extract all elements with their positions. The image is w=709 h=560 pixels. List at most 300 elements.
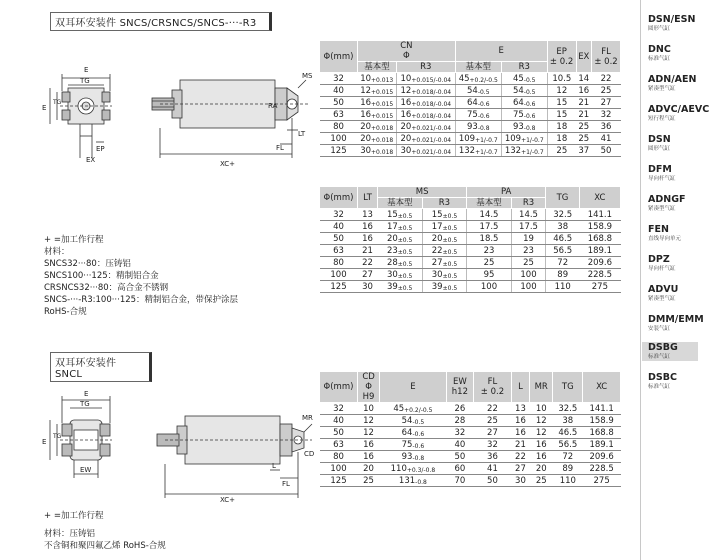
cell-ms-r3: $30_{\pm 0.5}$	[422, 269, 466, 281]
th-phi: Φ(mm)	[320, 41, 358, 73]
table-row	[320, 269, 621, 281]
cell-ex: 25	[576, 133, 592, 145]
cell-ew: 40	[446, 439, 473, 451]
cell-fl: 41	[474, 463, 512, 475]
sidebar-item-desc: 直线导向单元	[648, 236, 682, 242]
label-mr: MR	[302, 414, 313, 422]
sidebar-item-code: DSN	[648, 134, 671, 145]
cell-e: $131_{-0.8}$	[380, 475, 447, 487]
table-lt-ms-pa	[319, 186, 621, 293]
cell-cn-basic: $10_{+0.013}$	[358, 73, 397, 85]
label-ex: EX	[86, 156, 96, 164]
cell-cd: 12	[358, 427, 380, 439]
cell-xc: 141.1	[579, 209, 620, 221]
cell-tg: 72	[553, 451, 583, 463]
cell-e-tolerance: -0.8	[415, 478, 427, 486]
sidebar-item-desc: 标准气缸	[648, 354, 671, 360]
cell-pa-r3: 100	[511, 269, 545, 281]
label-e-side: E	[42, 104, 47, 112]
cell-fl: 32	[592, 109, 621, 121]
label-e-side: E	[42, 438, 47, 446]
cell-ex: 16	[576, 85, 592, 97]
cell-e-basic: $64_{-0.6}$	[455, 97, 501, 109]
sidebar-item-desc: 紧凑型气缸	[648, 86, 676, 92]
label-e: E	[84, 66, 89, 74]
cell-fl: 27	[592, 97, 621, 109]
cell-e-r3: $109_{+1/-0.7}$	[501, 133, 547, 145]
sidebar-item-dsn[interactable]	[648, 134, 698, 153]
table-row	[320, 257, 621, 269]
sidebar-item-desc: 导向杆气缸	[648, 176, 676, 182]
cell-phi: 50	[320, 427, 358, 439]
label-ew: EW	[80, 466, 92, 474]
cell-pa-r3: 14.5	[511, 209, 545, 221]
label-tg-side: TG	[53, 99, 62, 106]
cell-pa-basic: 100	[467, 281, 512, 293]
cell-ms-basic-tolerance: ±0.5	[397, 260, 413, 268]
cell-ex: 25	[576, 121, 592, 133]
note-line: RoHS-合规	[44, 307, 87, 317]
cell-tg: 46.5	[546, 233, 580, 245]
th-lt: LT	[358, 187, 378, 209]
cell-fl: 22	[592, 73, 621, 85]
cell-e-tolerance: +0.2/-0.5	[404, 406, 433, 414]
cell-cn-r3: $16_{+0.018/-0.04}$	[396, 109, 455, 121]
sidebar-item-desc: 标准气缸	[648, 56, 671, 62]
th-ms: MS	[378, 187, 467, 198]
section1-title: 双耳环安装件 SNCS/CRSNCS/SNCS-···-R3	[50, 12, 272, 31]
cell-ew: 28	[446, 415, 473, 427]
cell-e-basic: $132_{+1/-0.7}$	[455, 145, 501, 157]
cell-phi: 63	[320, 439, 358, 451]
cell-fl: 25	[592, 85, 621, 97]
cell-cn-basic-tolerance: +0.015	[371, 112, 394, 120]
cell-ms-r3-tolerance: ±0.5	[442, 272, 458, 280]
cell-ms-basic-tolerance: ±0.5	[397, 236, 413, 244]
cell-phi: 125	[320, 145, 358, 157]
cell-cn-r3: $10_{+0.015/-0.04}$	[396, 73, 455, 85]
sidebar-item-dsn-esn[interactable]	[648, 14, 698, 33]
cell-cd: 20	[358, 463, 380, 475]
sidebar-item-dsbc[interactable]	[648, 372, 698, 391]
cell-cn-r3-tolerance: +0.021/-0.04	[411, 136, 452, 144]
cell-cn-r3-tolerance: +0.021/-0.04	[411, 124, 452, 132]
note-line: CRSNCS32···80：高合金不锈钢	[44, 283, 169, 293]
cell-cn-basic-tolerance: +0.018	[371, 148, 394, 156]
sidebar-item-desc: 导向杆气缸	[648, 266, 676, 272]
sidebar-item-code: DSN/ESN	[648, 14, 696, 25]
sidebar-item-desc: 短行程气缸	[648, 116, 676, 122]
cell-ms-basic: $23_{\pm 0.5}$	[378, 245, 423, 257]
cell-e-r3-tolerance: -0.6	[523, 100, 536, 108]
cell-pa-r3: 19	[511, 233, 545, 245]
label-ra: RA	[268, 102, 278, 110]
cell-xc: 228.5	[579, 269, 620, 281]
cell-cn-basic: $20_{+0.018}$	[358, 133, 397, 145]
cell-ms-basic: $15_{\pm 0.5}$	[378, 209, 423, 221]
sidebar-item-code: DSBG	[648, 342, 678, 353]
cell-xc: 275	[583, 475, 621, 487]
label-fl: FL	[282, 480, 290, 488]
cell-e-r3: $93_{-0.8}$	[501, 121, 547, 133]
table-row	[320, 475, 621, 487]
cell-ms-basic-tolerance: ±0.5	[397, 272, 413, 280]
cell-e-tolerance: -0.5	[412, 418, 425, 426]
cell-l: 16	[511, 427, 529, 439]
cell-cd: 25	[358, 475, 380, 487]
cell-lt: 16	[358, 221, 378, 233]
cell-ms-basic-tolerance: ±0.5	[397, 212, 413, 220]
sidebar-item-dfm[interactable]	[648, 164, 698, 183]
cell-ms-r3: $20_{\pm 0.5}$	[422, 233, 466, 245]
cell-e: $93_{-0.8}$	[380, 451, 447, 463]
cell-xc: 168.8	[583, 427, 621, 439]
cell-pa-r3: 23	[511, 245, 545, 257]
cell-phi: 125	[320, 281, 358, 293]
cell-l: 30	[511, 475, 529, 487]
cell-tg: 72	[546, 257, 580, 269]
th-fl: FL ± 0.2	[474, 372, 512, 403]
label-e: E	[84, 390, 89, 398]
label-xc: XC+	[220, 160, 236, 168]
sidebar-item-code: DFM	[648, 164, 672, 175]
cell-tg: 32.5	[546, 209, 580, 221]
cell-ex: 37	[576, 145, 592, 157]
cell-tg: 89	[553, 463, 583, 475]
table-row	[320, 281, 621, 293]
cell-e-basic-tolerance: -0.8	[477, 124, 490, 132]
cell-mr: 25	[530, 475, 553, 487]
sidebar-item-code: ADN/AEN	[648, 74, 697, 85]
sidebar-item-fen[interactable]	[648, 224, 698, 243]
cell-ms-r3-tolerance: ±0.5	[442, 212, 458, 220]
sidebar-item-code: ADVC/AEVC	[648, 104, 709, 115]
cell-e-basic-tolerance: -0.6	[477, 112, 490, 120]
table-row	[320, 209, 621, 221]
cell-mr: 12	[530, 415, 553, 427]
label-l: L	[272, 462, 276, 470]
th-pa-r3: R3	[511, 198, 545, 209]
table-sncl	[319, 371, 621, 487]
cell-e-basic-tolerance: +1/-0.7	[475, 148, 498, 156]
sidebar-item-dsbg[interactable]	[642, 342, 698, 361]
cell-cd: 12	[358, 415, 380, 427]
label-cd: CD	[304, 450, 315, 458]
cell-cn-basic-tolerance: +0.018	[371, 124, 394, 132]
th-e-basic: 基本型	[455, 62, 501, 73]
cell-cn-basic: $30_{+0.018}$	[358, 145, 397, 157]
sidebar-item-desc: 圆形气缸	[648, 146, 671, 152]
th-phi: Φ(mm)	[320, 187, 358, 209]
label-ep: EP	[96, 145, 105, 153]
cell-e-basic: $75_{-0.6}$	[455, 109, 501, 121]
section2-notes	[44, 510, 304, 552]
cell-tg: 110	[553, 475, 583, 487]
cell-cn-r3-tolerance: +0.021/-0.04	[411, 148, 452, 156]
cell-phi: 32	[320, 209, 358, 221]
cell-pa-basic: 95	[467, 269, 512, 281]
cell-ms-r3-tolerance: ±0.5	[442, 284, 458, 292]
cell-e-basic: $109_{+1/-0.7}$	[455, 133, 501, 145]
table-row	[320, 415, 621, 427]
th-xc: XC	[579, 187, 620, 209]
cell-cn-basic: $16_{+0.015}$	[358, 97, 397, 109]
cell-ms-basic-tolerance: ±0.5	[397, 284, 413, 292]
table-row	[320, 109, 621, 121]
cell-tg: 110	[546, 281, 580, 293]
cell-fl: 36	[592, 121, 621, 133]
label-tg-side: TG	[53, 433, 62, 440]
label-xc: XC+	[220, 496, 236, 504]
table-row	[320, 233, 621, 245]
cell-cn-basic: $20_{+0.018}$	[358, 121, 397, 133]
th-e: E	[380, 372, 447, 403]
cell-ew: 60	[446, 463, 473, 475]
cell-e-r3-tolerance: -0.8	[523, 124, 536, 132]
cell-cn-r3: $12_{+0.018/-0.04}$	[396, 85, 455, 97]
cell-cn-r3: $16_{+0.018/-0.04}$	[396, 97, 455, 109]
cell-xc: 158.9	[583, 415, 621, 427]
cell-fl: 36	[474, 451, 512, 463]
sidebar-item-advc-aevc[interactable]	[648, 104, 709, 123]
table-row	[320, 97, 621, 109]
cell-tg: 32.5	[553, 403, 583, 415]
cell-ew: 32	[446, 427, 473, 439]
cell-e-basic-tolerance: -0.5	[477, 88, 490, 96]
cell-ms-basic: $20_{\pm 0.5}$	[378, 233, 423, 245]
table-row	[320, 463, 621, 475]
sidebar-item-adn-aen[interactable]	[648, 74, 698, 93]
cell-ep: 18	[547, 121, 576, 133]
cell-tg: 38	[546, 221, 580, 233]
cell-pa-basic: 23	[467, 245, 512, 257]
cell-ms-basic: $39_{\pm 0.5}$	[378, 281, 423, 293]
cell-e-r3-tolerance: -0.5	[523, 76, 536, 84]
cell-phi: 40	[320, 221, 358, 233]
cell-e-r3: $45_{-0.5}$	[501, 73, 547, 85]
cell-l: 27	[511, 463, 529, 475]
cell-ms-r3-tolerance: ±0.5	[442, 236, 458, 244]
cell-ms-r3-tolerance: ±0.5	[442, 260, 458, 268]
cell-ew: 50	[446, 451, 473, 463]
cell-fl: 50	[592, 145, 621, 157]
cell-xc: 228.5	[583, 463, 621, 475]
cell-xc: 158.9	[579, 221, 620, 233]
cell-e-r3-tolerance: +1/-0.7	[521, 148, 544, 156]
label-ms: MS	[302, 72, 313, 80]
cell-cn-basic-tolerance: +0.015	[371, 88, 394, 96]
cell-phi: 50	[320, 97, 358, 109]
th-tg: TG	[546, 187, 580, 209]
cell-e-basic: $45_{+0.2/-0.5}$	[455, 73, 501, 85]
cell-cd: 16	[358, 451, 380, 463]
th-cn: CN Φ	[358, 41, 456, 62]
table-row	[320, 85, 621, 97]
cell-cn-basic-tolerance: +0.015	[371, 100, 394, 108]
sidebar-item-code: DSBC	[648, 372, 677, 383]
table-row	[320, 121, 621, 133]
sidebar-item-dnc[interactable]	[648, 44, 698, 63]
cell-fl: 32	[474, 439, 512, 451]
th-l: L	[511, 372, 529, 403]
cell-cn-basic-tolerance: +0.018	[371, 136, 394, 144]
cell-ew: 70	[446, 475, 473, 487]
cell-mr: 20	[530, 463, 553, 475]
cell-phi: 80	[320, 121, 358, 133]
cell-xc: 275	[579, 281, 620, 293]
table-row	[320, 145, 621, 157]
cell-tg: 38	[553, 415, 583, 427]
table-row	[320, 73, 621, 85]
cell-xc: 209.6	[583, 451, 621, 463]
cell-cn-r3-tolerance: +0.018/-0.04	[411, 100, 452, 108]
cell-cn-basic: $16_{+0.015}$	[358, 109, 397, 121]
cell-phi: 32	[320, 403, 358, 415]
cell-fl: 41	[592, 133, 621, 145]
section1-notes	[44, 234, 304, 318]
cell-cn-basic-tolerance: +0.013	[371, 76, 394, 84]
cell-ex: 21	[576, 109, 592, 121]
cell-cd: 16	[358, 439, 380, 451]
sidebar-item-adngf[interactable]	[648, 194, 698, 213]
th-phi: Φ(mm)	[320, 372, 358, 403]
cell-pa-r3: 17.5	[511, 221, 545, 233]
cell-lt: 22	[358, 257, 378, 269]
cell-ep: 15	[547, 97, 576, 109]
th-ms-basic: 基本型	[378, 198, 423, 209]
cell-e-basic-tolerance: -0.6	[477, 100, 490, 108]
cell-xc: 141.1	[583, 403, 621, 415]
cell-phi: 63	[320, 245, 358, 257]
table-row	[320, 427, 621, 439]
cell-phi: 100	[320, 269, 358, 281]
note-line: + =加工作行程	[44, 511, 104, 521]
th-e-r3: R3	[501, 62, 547, 73]
th-ex: EX	[576, 41, 592, 73]
th-pa-basic: 基本型	[467, 198, 512, 209]
cell-ms-r3-tolerance: ±0.5	[442, 224, 458, 232]
cell-phi: 40	[320, 85, 358, 97]
cell-ep: 15	[547, 109, 576, 121]
cell-e-r3: $64_{-0.6}$	[501, 97, 547, 109]
cell-l: 16	[511, 415, 529, 427]
cell-lt: 21	[358, 245, 378, 257]
note-line: SNCS100···125：精制铝合金	[44, 271, 159, 281]
sidebar-item-desc: 安装气缸	[648, 326, 671, 332]
cell-cn-r3: $30_{+0.021/-0.04}$	[396, 145, 455, 157]
th-cn-r3: R3	[396, 62, 455, 73]
cell-e: $45_{+0.2/-0.5}$	[380, 403, 447, 415]
cell-tg: 56.5	[546, 245, 580, 257]
cell-cn-r3-tolerance: +0.015/-0.04	[411, 76, 452, 84]
cell-xc: 168.8	[579, 233, 620, 245]
clevis-drawing-sncs	[40, 58, 315, 172]
cell-fl: 50	[474, 475, 512, 487]
table-row	[320, 221, 621, 233]
sidebar-item-advu[interactable]	[648, 284, 698, 303]
cell-lt: 30	[358, 281, 378, 293]
th-ms-r3: R3	[422, 198, 466, 209]
cell-ms-r3-tolerance: ±0.5	[442, 248, 458, 256]
cell-e-tolerance: -0.6	[412, 442, 425, 450]
th-pa: PA	[467, 187, 546, 198]
sidebar-item-desc: 紧凑型气缸	[648, 296, 676, 302]
cell-lt: 27	[358, 269, 378, 281]
cell-e-r3-tolerance: +1/-0.7	[521, 136, 544, 144]
cell-ex: 21	[576, 97, 592, 109]
sidebar-item-dpz[interactable]	[648, 254, 698, 273]
note-line: SNCS32···80：压铸铝	[44, 259, 131, 269]
cell-ms-basic-tolerance: ±0.5	[397, 248, 413, 256]
sidebar-item-code: DNC	[648, 44, 671, 55]
cell-l: 21	[511, 439, 529, 451]
cell-e: $64_{-0.6}$	[380, 427, 447, 439]
th-tg: TG	[553, 372, 583, 403]
cell-pa-r3: 100	[511, 281, 545, 293]
cell-pa-basic: 25	[467, 257, 512, 269]
th-ew: EW h12	[446, 372, 473, 403]
sidebar-item-dmm-emm[interactable]	[648, 314, 704, 333]
cell-e-basic: $93_{-0.8}$	[455, 121, 501, 133]
label-fl: FL	[276, 144, 284, 152]
cell-cn-r3: $20_{+0.021/-0.04}$	[396, 121, 455, 133]
cell-phi: 80	[320, 257, 358, 269]
cell-cn-r3-tolerance: +0.018/-0.04	[411, 88, 452, 96]
th-mr: MR	[530, 372, 553, 403]
sidebar-item-desc: 圆形气缸	[648, 26, 671, 32]
label-tg-top: TG	[80, 77, 90, 85]
cell-phi: 32	[320, 73, 358, 85]
cell-tg: 56.5	[553, 439, 583, 451]
note-line: + =加工作行程	[44, 235, 104, 245]
cell-phi: 100	[320, 463, 358, 475]
cell-xc: 189.1	[583, 439, 621, 451]
cell-e-tolerance: +0.3/-0.8	[406, 466, 436, 474]
note-line: SNCS-···-R3:100···125：精制铝合金，带保护涂层	[44, 295, 239, 305]
cell-e-r3: $75_{-0.6}$	[501, 109, 547, 121]
cell-pa-basic: 14.5	[467, 209, 512, 221]
cell-mr: 16	[530, 451, 553, 463]
note-line: 材料：	[44, 247, 70, 257]
cell-ms-basic: $17_{\pm 0.5}$	[378, 221, 423, 233]
label-tg-top: TG	[80, 400, 90, 408]
cell-e: $110_{+0.3/-0.8}$	[380, 463, 447, 475]
cell-phi: 80	[320, 451, 358, 463]
section2-title: 双耳环安装件 SNCL	[50, 352, 152, 382]
th-fl: FL ± 0.2	[592, 41, 621, 73]
cell-ms-r3: $27_{\pm 0.5}$	[422, 257, 466, 269]
product-sidebar	[640, 0, 709, 560]
cell-ep: 18	[547, 133, 576, 145]
th-ep: EP ± 0.2	[547, 41, 576, 73]
th-xc: XC	[583, 372, 621, 403]
cell-e-basic-tolerance: +1/-0.7	[475, 136, 498, 144]
cell-e: $75_{-0.6}$	[380, 439, 447, 451]
cell-e-tolerance: -0.8	[412, 454, 425, 462]
cell-tg: 46.5	[553, 427, 583, 439]
cell-e-r3-tolerance: -0.6	[523, 112, 536, 120]
cell-ms-basic: $30_{\pm 0.5}$	[378, 269, 423, 281]
sidebar-item-code: DPZ	[648, 254, 670, 265]
cell-fl: 25	[474, 415, 512, 427]
cell-phi: 40	[320, 415, 358, 427]
cell-ew: 26	[446, 403, 473, 415]
cell-ms-r3: $17_{\pm 0.5}$	[422, 221, 466, 233]
cell-fl: 27	[474, 427, 512, 439]
cell-e-basic-tolerance: +0.2/-0.5	[469, 76, 498, 84]
cell-phi: 125	[320, 475, 358, 487]
sidebar-item-desc: 标准气缸	[648, 384, 671, 390]
